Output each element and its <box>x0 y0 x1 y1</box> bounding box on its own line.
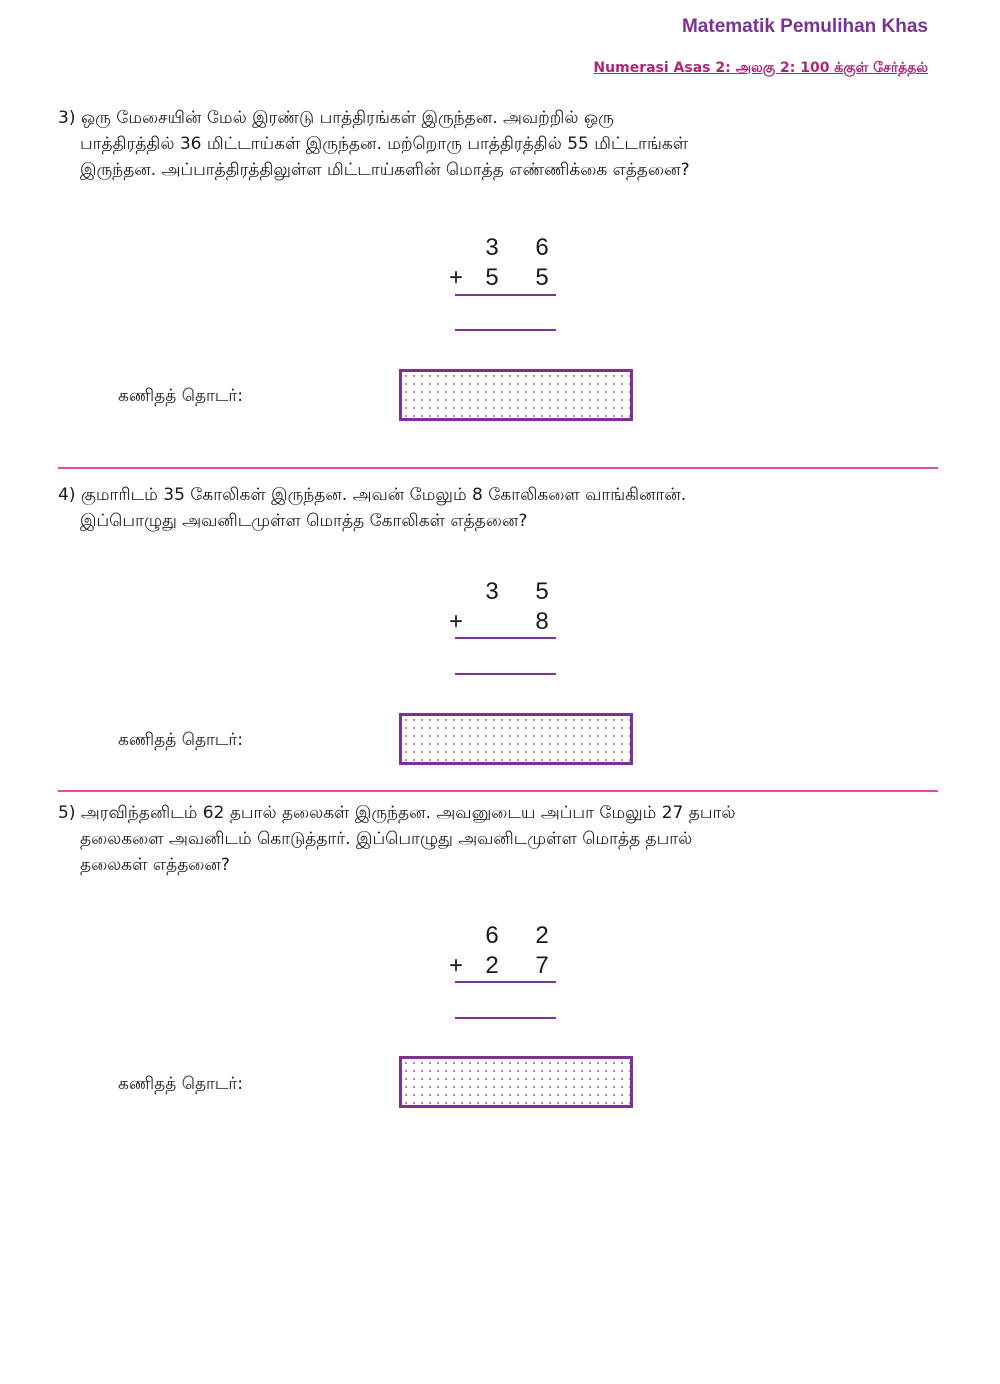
bottom-tens-digit: 2 <box>485 952 499 979</box>
top-ones-digit: 6 <box>535 234 549 261</box>
section-divider <box>58 790 938 792</box>
top-ones-digit: 5 <box>535 578 549 605</box>
equation-label: கணிதத் தொடர்: <box>118 1074 244 1094</box>
question-line: தலைகளை அவனிடம் கொடுத்தார். இப்பொழுது அவனிடமுள்ள மொத்த தபால் <box>80 829 693 849</box>
addition-problem-5 <box>440 922 560 1022</box>
question-line: தலைகள் எத்தனை? <box>80 855 230 875</box>
plus-sign: + <box>448 608 463 635</box>
equation-label: கணிதத் தொடர்: <box>118 386 244 406</box>
equation-answer-box[interactable] <box>399 1056 633 1108</box>
top-tens-digit: 3 <box>485 234 499 261</box>
worksheet-title: Matematik Pemulihan Khas <box>681 16 928 37</box>
addition-problem-4 <box>440 578 560 678</box>
answer-line[interactable] <box>455 1017 556 1019</box>
addition-problem-3 <box>440 234 560 334</box>
question-line: 4) குமாரிடம் 35 கோலிகள் இருந்தன. அவன் மேலும் 8 கோலிகளை வாங்கினான். <box>58 485 687 505</box>
question-3 <box>58 105 958 183</box>
bottom-ones-digit: 8 <box>535 608 549 635</box>
worksheet-subtitle: Numerasi Asas 2: அலகு 2: 100 க்குள் சேர்த்தல் <box>593 60 928 76</box>
bottom-ones-digit: 7 <box>535 952 549 979</box>
top-tens-digit: 3 <box>485 578 499 605</box>
question-line: இப்பொழுது அவனிடமுள்ள மொத்த கோலிகள் எத்தனை? <box>80 511 528 531</box>
question-5 <box>58 800 958 878</box>
question-line: இருந்தன. அப்பாத்திரத்திலுள்ள மிட்டாய்களின் மொத்த எண்ணிக்கை எத்தனை? <box>80 160 690 180</box>
answer-line[interactable] <box>455 673 556 675</box>
answer-line[interactable] <box>455 329 556 331</box>
sum-line <box>455 981 556 983</box>
question-line: பாத்திரத்தில் 36 மிட்டாய்கள் இருந்தன. மற்றொரு பாத்திரத்தில் 55 மிட்டாங்கள் <box>80 134 689 154</box>
plus-sign: + <box>448 952 463 979</box>
sum-line <box>455 637 556 639</box>
top-tens-digit: 6 <box>485 922 499 949</box>
question-4 <box>58 482 958 534</box>
equation-answer-box[interactable] <box>399 369 633 421</box>
bottom-ones-digit: 5 <box>535 264 549 291</box>
question-line: 5) அரவிந்தனிடம் 62 தபால் தலைகள் இருந்தன. அவனுடைய அப்பா மேலும் 27 தபால் <box>58 803 736 823</box>
plus-sign: + <box>448 264 463 291</box>
sum-line <box>455 294 556 296</box>
section-divider <box>58 467 938 469</box>
equation-answer-box[interactable] <box>399 713 633 765</box>
bottom-tens-digit: 5 <box>485 264 499 291</box>
equation-label: கணிதத் தொடர்: <box>118 730 244 750</box>
top-ones-digit: 2 <box>535 922 549 949</box>
question-line: 3) ஒரு மேசையின் மேல் இரண்டு பாத்திரங்கள் இருந்தன. அவற்றில் ஒரு <box>58 108 614 128</box>
